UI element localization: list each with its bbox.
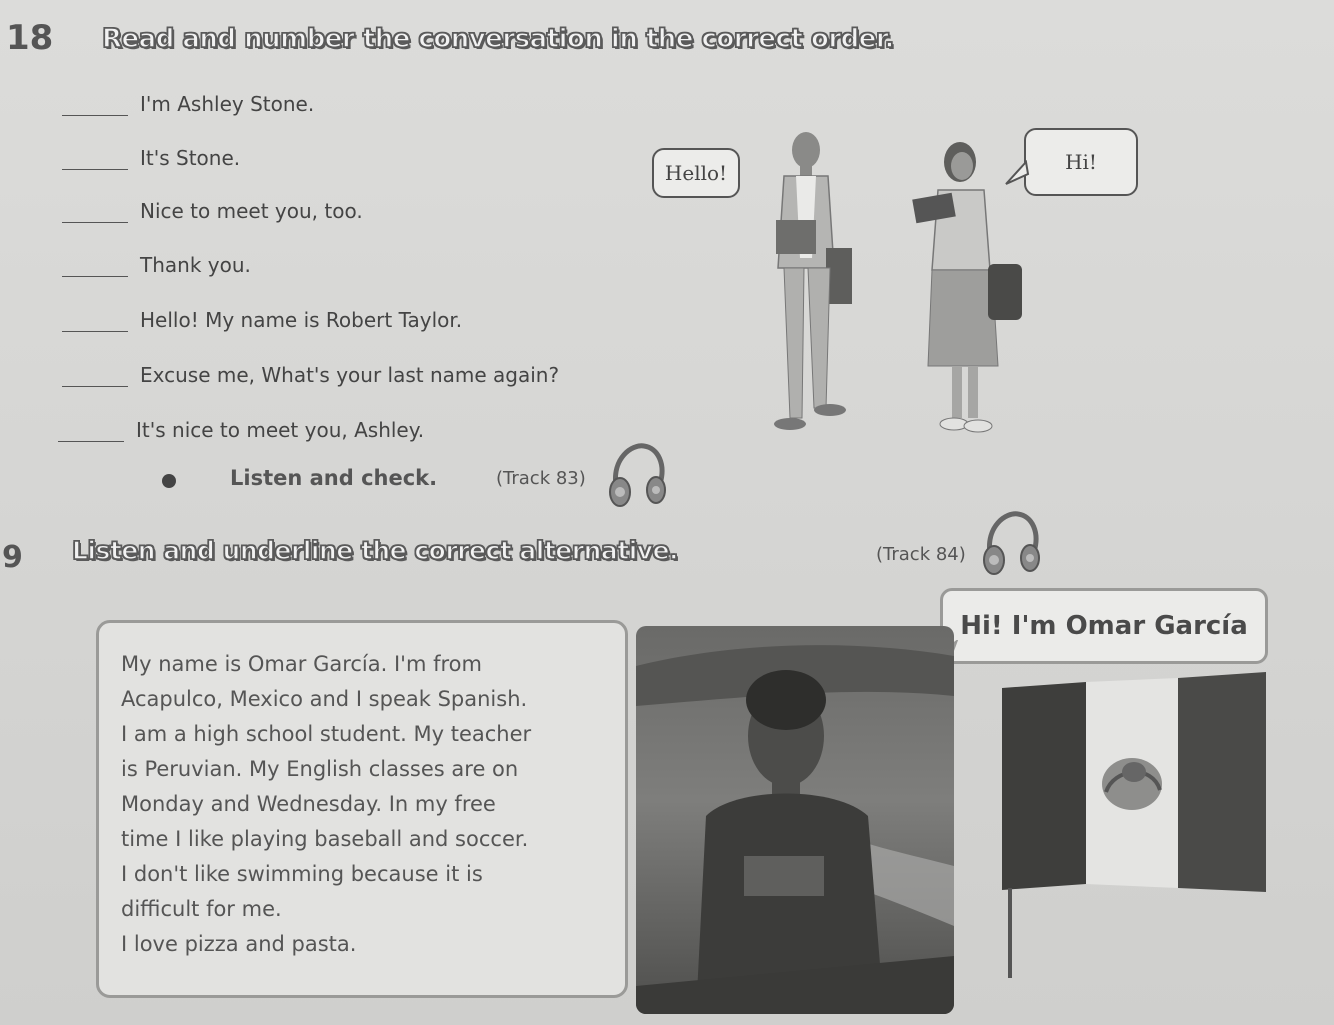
exercise-18-number: 18	[6, 18, 54, 58]
answer-blank[interactable]	[62, 204, 128, 223]
hi-speech-bubble: Hi!	[1024, 128, 1138, 196]
conversation-line	[62, 253, 251, 277]
line-text: Excuse me, What's your last name again?	[140, 363, 560, 387]
hello-speech-bubble: Hello!	[652, 148, 740, 198]
reading-text-box	[96, 620, 628, 998]
headphones-icon	[608, 440, 666, 516]
line-text: Thank you.	[140, 253, 251, 277]
answer-blank[interactable]	[58, 423, 124, 442]
woman-illustration	[904, 140, 1034, 440]
exercise-19-title: Listen and underline the correct alternative.	[72, 536, 679, 565]
text-line: is Peruvian. My English classes are on	[121, 757, 519, 781]
exercise-19-number: 9	[2, 540, 23, 575]
text-line: difficult for me.	[121, 897, 282, 921]
mexican-flag-image	[1002, 672, 1266, 894]
conversation-line	[58, 418, 424, 442]
listen-check-label: Listen and check.	[230, 466, 438, 490]
line-text: It's Stone.	[140, 146, 241, 170]
text-line: I love pizza and pasta.	[121, 932, 357, 956]
track-84-label: (Track 84)	[876, 544, 966, 565]
answer-blank[interactable]	[62, 258, 128, 277]
text-line: I don't like swimming because it is	[121, 862, 483, 886]
bullet-dot	[162, 474, 176, 488]
line-text: Nice to meet you, too.	[140, 199, 363, 223]
conversation-line	[62, 92, 314, 116]
text-line: Acapulco, Mexico and I speak Spanish.	[121, 687, 528, 711]
conversation-line	[62, 199, 363, 223]
line-text: It's nice to meet you, Ashley.	[136, 418, 425, 442]
answer-blank[interactable]	[62, 313, 128, 332]
line-text: Hello! My name is Robert Taylor.	[140, 308, 463, 332]
answer-blank[interactable]	[62, 97, 128, 116]
text-line: I am a high school student. My teacher	[121, 722, 532, 746]
answer-blank[interactable]	[62, 151, 128, 170]
text-line: time I like playing baseball and soccer.	[121, 827, 529, 851]
exercise-18-title: Read and number the conversation in the correct order.	[102, 24, 894, 54]
conversation-line	[62, 308, 462, 332]
text-line: My name is Omar García. I'm from	[121, 652, 482, 676]
answer-blank[interactable]	[62, 368, 128, 387]
omar-photo	[636, 626, 954, 1014]
line-text: I'm Ashley Stone.	[140, 92, 315, 116]
headphones-icon	[982, 508, 1042, 584]
text-line: Monday and Wednesday. In my free	[121, 792, 496, 816]
conversation-line	[62, 146, 240, 170]
track-83-label: (Track 83)	[496, 468, 586, 489]
flag-pole	[1008, 888, 1012, 978]
omar-speech-bubble: Hi! I'm Omar García	[940, 588, 1268, 664]
conversation-line	[62, 363, 559, 387]
man-illustration	[756, 128, 866, 438]
